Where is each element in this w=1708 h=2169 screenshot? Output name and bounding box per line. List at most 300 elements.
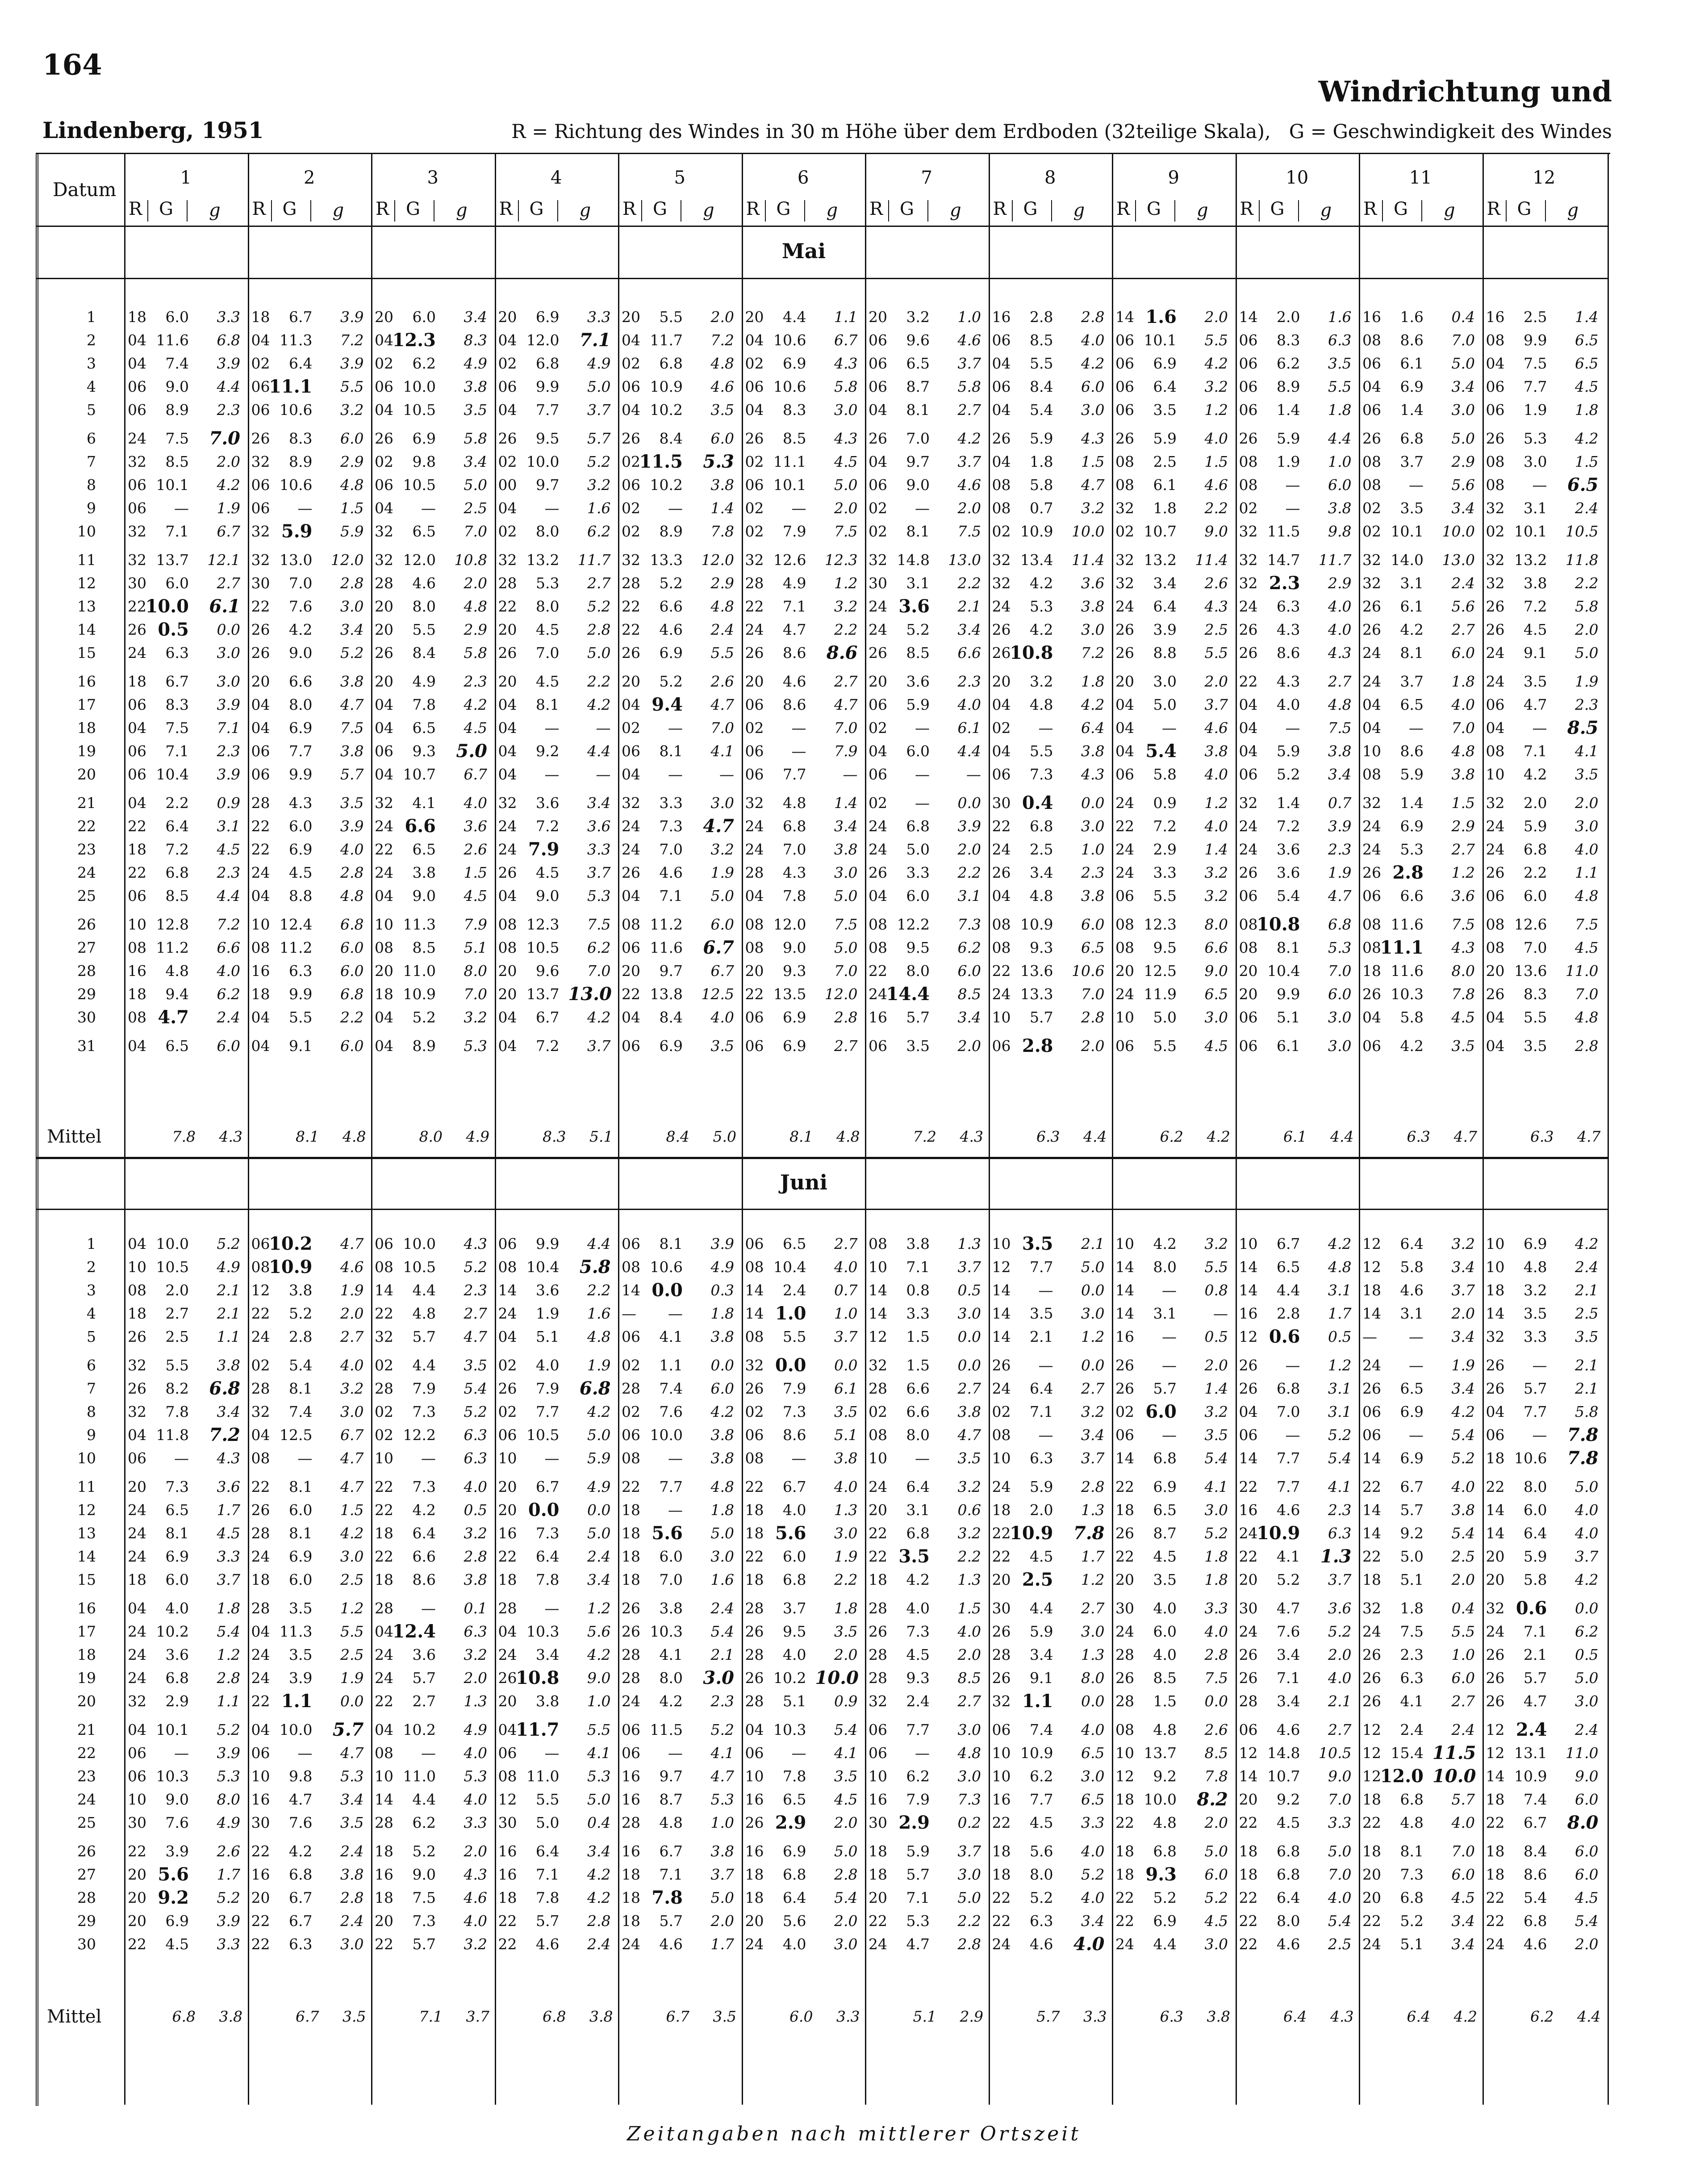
- direction-value: 18: [1239, 1842, 1258, 1860]
- direction-value: 02: [622, 499, 640, 517]
- gust-value: 4.7: [1328, 887, 1352, 904]
- speed-value: 10.0: [403, 378, 436, 395]
- speed-value: 7.7: [1524, 1403, 1547, 1420]
- gust-value: 2.0: [710, 1912, 734, 1930]
- direction-value: 18: [128, 1305, 146, 1322]
- gust-value: 3.4: [1451, 1258, 1475, 1276]
- direction-value: 26: [1239, 430, 1258, 447]
- gust-value: 4.2: [340, 1524, 364, 1542]
- speed-value: 3.1: [1153, 1305, 1177, 1322]
- gust-value: 6.0: [340, 962, 364, 980]
- direction-value: 26: [498, 1669, 517, 1687]
- gust-value: 1.8: [1328, 401, 1352, 419]
- speed-value: 0.0: [651, 1280, 683, 1301]
- speed-value: 5.9: [1524, 1548, 1547, 1565]
- gust-value: 8.0: [217, 1791, 240, 1808]
- day-number: 13: [77, 598, 96, 615]
- direction-value: 32: [251, 523, 270, 540]
- speed-value: 6.4: [1153, 598, 1177, 615]
- speed-value: 3.1: [1400, 574, 1424, 592]
- speed-value: 1.4: [1400, 401, 1424, 419]
- speed-value: 8.4: [1030, 378, 1053, 395]
- speed-value: 10.9: [1020, 1744, 1053, 1762]
- speed-value: 7.3: [1030, 766, 1053, 783]
- direction-value: 04: [251, 1623, 270, 1640]
- gust-value: 3.8: [1451, 766, 1475, 783]
- speed-value: 5.0: [1153, 1009, 1177, 1026]
- speed-value: 6.4: [1277, 1889, 1300, 1906]
- speed-value: 3.6: [1277, 864, 1300, 881]
- direction-value: 08: [622, 1258, 640, 1276]
- day-number: 24: [77, 1791, 96, 1808]
- day-number: 1: [87, 1235, 96, 1252]
- gust-value: 3.4: [957, 621, 981, 638]
- gust-value: 3.4: [340, 1791, 364, 1808]
- gust-value: 1.7: [217, 1501, 240, 1519]
- gust-value: 1.7: [710, 1935, 734, 1953]
- gust-value: 4.5: [1575, 1889, 1599, 1906]
- speed-value: 1.4: [1277, 794, 1300, 812]
- speed-value: 11.7: [516, 1719, 560, 1740]
- direction-value: 18: [128, 841, 146, 858]
- mean-speed: 6.3: [1160, 2008, 1183, 2025]
- gust-value: 2.2: [957, 864, 981, 881]
- speed-value: 6.4: [412, 1524, 436, 1542]
- speed-value: 4.2: [1400, 1037, 1424, 1055]
- direction-value: 22: [128, 817, 146, 835]
- gust-value: 3.0: [1451, 401, 1475, 419]
- direction-value: 26: [1239, 864, 1258, 881]
- gust-value: 3.5: [1328, 355, 1352, 372]
- gust-value: 9.0: [1204, 962, 1228, 980]
- direction-value: 02: [745, 499, 764, 517]
- table-row: [0, 352, 1708, 375]
- gust-value: 4.1: [710, 742, 734, 760]
- direction-value: 32: [375, 551, 393, 569]
- day-number: 17: [77, 696, 96, 713]
- speed-value: 6.0: [289, 1571, 313, 1588]
- speed-value: 12.0: [403, 551, 436, 569]
- direction-value: 22: [1362, 1912, 1381, 1930]
- direction-value: 04: [128, 1037, 146, 1055]
- speed-value: 7.2: [536, 817, 560, 835]
- speed-value: —: [544, 1600, 560, 1617]
- speed-value: 8.3: [1277, 331, 1300, 349]
- speed-value: 8.7: [659, 1791, 683, 1808]
- sub-g-header: g: [332, 200, 344, 221]
- direction-value: 16: [1239, 1501, 1258, 1519]
- gust-value: 3.5: [710, 401, 734, 419]
- gust-value: 3.5: [957, 1449, 981, 1467]
- direction-value: 26: [992, 644, 1011, 662]
- speed-value: 0.4: [1022, 792, 1053, 813]
- gust-value: 3.0: [834, 864, 858, 881]
- direction-value: 10: [128, 916, 146, 933]
- gust-value: 4.0: [1081, 1842, 1105, 1860]
- direction-value: 12: [1362, 1744, 1381, 1762]
- speed-value: 10.6: [280, 476, 313, 494]
- speed-value: 4.0: [536, 1357, 560, 1374]
- sub-v-header: G: [776, 199, 791, 219]
- direction-value: 04: [622, 887, 640, 904]
- direction-value: 04: [992, 887, 1011, 904]
- gust-value: 2.7: [957, 401, 981, 419]
- speed-value: 7.0: [659, 841, 683, 858]
- direction-value: 06: [1486, 401, 1505, 419]
- speed-value: 4.6: [659, 864, 683, 881]
- hour-3-header: 3: [427, 167, 438, 188]
- direction-value: 08: [1115, 1721, 1134, 1738]
- gust-value: 3.0: [217, 673, 240, 690]
- gust-value: 5.0: [710, 1524, 734, 1542]
- sub-r-header: R: [1363, 199, 1377, 219]
- speed-value: —: [421, 1600, 436, 1617]
- speed-value: 14.4: [886, 984, 930, 1005]
- gust-value: 0.3: [710, 1281, 734, 1299]
- gust-value: 1.7: [1328, 1305, 1352, 1322]
- gust-value: 10.0: [815, 1667, 859, 1688]
- gust-value: 2.2: [957, 1548, 981, 1565]
- direction-value: 08: [992, 916, 1011, 933]
- direction-value: 04: [498, 401, 517, 419]
- speed-value: 6.5: [906, 355, 930, 372]
- speed-value: —: [1162, 1426, 1177, 1444]
- speed-value: 5.0: [1153, 696, 1177, 713]
- speed-value: 4.8: [165, 962, 189, 980]
- direction-value: 18: [375, 1524, 393, 1542]
- table-row: [0, 451, 1708, 473]
- speed-value: 6.5: [412, 719, 436, 737]
- speed-value: 5.0: [906, 841, 930, 858]
- speed-value: 13.2: [1144, 551, 1177, 569]
- gust-value: 3.1: [1328, 1403, 1352, 1420]
- speed-value: 7.0: [289, 574, 313, 592]
- direction-value: 26: [622, 1600, 640, 1617]
- gust-value: 3.0: [1328, 1037, 1352, 1055]
- gust-value: 2.0: [1575, 621, 1599, 638]
- gust-value: 2.7: [834, 1037, 858, 1055]
- month-rule-juni: [36, 1209, 1608, 1210]
- direction-value: 30: [869, 1814, 887, 1831]
- speed-value: 6.8: [906, 817, 930, 835]
- gust-value: 7.0: [1575, 985, 1599, 1003]
- speed-value: 7.3: [412, 1912, 436, 1930]
- direction-value: 22: [1362, 1814, 1381, 1831]
- speed-value: 9.2: [1153, 1767, 1177, 1785]
- direction-value: 20: [498, 1478, 517, 1495]
- direction-value: 18: [375, 1571, 393, 1588]
- gust-value: 4.0: [1328, 621, 1352, 638]
- speed-value: 3.5: [289, 1646, 313, 1663]
- speed-value: 4.6: [1277, 1501, 1300, 1519]
- direction-value: 26: [1239, 1357, 1258, 1374]
- gust-value: 1.1: [217, 1328, 240, 1345]
- speed-value: 5.1: [1400, 1571, 1424, 1588]
- table-row: [0, 1742, 1708, 1764]
- direction-value: 22: [128, 864, 146, 881]
- speed-value: 14.8: [897, 551, 930, 569]
- gust-value: 7.8: [1073, 1523, 1105, 1544]
- direction-value: 24: [128, 1669, 146, 1687]
- gust-value: 2.1: [1081, 1235, 1105, 1252]
- direction-value: 04: [1486, 1037, 1505, 1055]
- sub-v-header: G: [1270, 199, 1285, 219]
- gust-value: 1.3: [957, 1571, 981, 1588]
- speed-value: 9.0: [536, 887, 560, 904]
- speed-value: 10.2: [403, 1721, 436, 1738]
- direction-value: 06: [1115, 331, 1134, 349]
- direction-value: 26: [1239, 1646, 1258, 1663]
- speed-value: 8.0: [1153, 1258, 1177, 1276]
- direction-value: 26: [251, 430, 270, 447]
- direction-value: 20: [869, 1889, 887, 1906]
- speed-value: 8.1: [906, 401, 930, 419]
- direction-value: 22: [745, 1478, 764, 1495]
- speed-value: 6.0: [906, 742, 930, 760]
- gust-value: 1.8: [1451, 673, 1475, 690]
- direction-value: 18: [992, 1842, 1011, 1860]
- gust-value: 3.0: [340, 598, 364, 615]
- gust-value: 1.5: [464, 864, 487, 881]
- gust-value: 4.4: [1328, 430, 1352, 447]
- day-number: 23: [77, 841, 96, 858]
- gust-value: 3.3: [1204, 1600, 1228, 1617]
- gust-value: 7.2: [710, 331, 734, 349]
- speed-value: 7.5: [412, 1889, 436, 1906]
- speed-value: 4.3: [783, 864, 806, 881]
- gust-value: 2.8: [464, 1548, 487, 1565]
- gust-value: 3.4: [1081, 1912, 1105, 1930]
- direction-value: 16: [992, 308, 1011, 326]
- direction-value: 08: [251, 939, 270, 956]
- gust-value: 2.2: [587, 1281, 611, 1299]
- speed-value: 3.4: [1277, 1646, 1300, 1663]
- gust-value: 7.2: [217, 916, 240, 933]
- direction-value: 06: [251, 401, 270, 419]
- direction-value: 20: [375, 308, 393, 326]
- direction-value: 04: [869, 742, 887, 760]
- table-row: [0, 1788, 1708, 1811]
- direction-value: 26: [1486, 864, 1505, 881]
- direction-value: 18: [128, 673, 146, 690]
- speed-value: 6.8: [906, 1524, 930, 1542]
- speed-value: 5.7: [906, 1866, 930, 1883]
- direction-value: 16: [745, 1791, 764, 1808]
- speed-value: 8.1: [659, 742, 683, 760]
- direction-value: 28: [622, 1646, 640, 1663]
- table-row: [0, 399, 1708, 421]
- gust-value: 10.0: [1442, 523, 1475, 540]
- direction-value: 18: [1362, 1791, 1381, 1808]
- speed-value: 3.6: [536, 1281, 560, 1299]
- direction-value: 32: [869, 551, 887, 569]
- day-number: 19: [77, 1669, 96, 1687]
- speed-value: 10.2: [773, 1669, 806, 1687]
- speed-value: 3.5: [1524, 673, 1547, 690]
- gust-value: 7.2: [209, 1424, 240, 1445]
- day-number: 20: [77, 1692, 96, 1710]
- speed-value: —: [1162, 1328, 1177, 1345]
- gust-value: 2.8: [1204, 1646, 1228, 1663]
- speed-value: 4.8: [659, 1814, 683, 1831]
- direction-value: 28: [375, 574, 393, 592]
- gust-value: 3.2: [464, 1009, 487, 1026]
- direction-value: 04: [1486, 719, 1505, 737]
- speed-value: 5.1: [1400, 1935, 1424, 1953]
- speed-value: 3.5: [1153, 1571, 1177, 1588]
- sub-divider: [641, 200, 642, 222]
- speed-value: 2.5: [1022, 1569, 1053, 1590]
- gust-value: 4.2: [587, 1889, 611, 1906]
- gust-value: 5.0: [587, 1791, 611, 1808]
- gust-value: 2.4: [217, 1009, 240, 1026]
- speed-value: 9.8: [412, 453, 436, 470]
- speed-value: 7.2: [536, 1037, 560, 1055]
- direction-value: 32: [622, 794, 640, 812]
- gust-value: 6.7: [217, 523, 240, 540]
- gust-value: 3.3: [1081, 1814, 1105, 1831]
- direction-value: 18: [745, 1501, 764, 1519]
- gust-value: 3.8: [1081, 742, 1105, 760]
- gust-value: 3.5: [834, 1403, 858, 1420]
- speed-value: 6.8: [1153, 1449, 1177, 1467]
- speed-value: —: [791, 499, 806, 517]
- direction-value: 14: [1239, 1281, 1258, 1299]
- speed-value: —: [297, 1744, 313, 1762]
- gust-value: 10.5: [1566, 523, 1599, 540]
- day-number: 3: [87, 1281, 96, 1299]
- gust-value: 4.0: [1575, 841, 1599, 858]
- speed-value: 9.2: [1400, 1524, 1424, 1542]
- direction-value: 32: [1486, 574, 1505, 592]
- direction-value: 04: [622, 766, 640, 783]
- gust-value: 3.0: [834, 1935, 858, 1953]
- direction-value: 24: [251, 1669, 270, 1687]
- gust-value: 2.9: [710, 574, 734, 592]
- gust-value: 4.8: [1328, 1258, 1352, 1276]
- direction-value: 26: [1486, 985, 1505, 1003]
- speed-value: 1.5: [906, 1328, 930, 1345]
- gust-value: 2.0: [834, 1912, 858, 1930]
- sub-divider: [804, 200, 805, 222]
- direction-value: 24: [251, 864, 270, 881]
- direction-value: 28: [375, 1814, 393, 1831]
- gust-value: 2.7: [834, 673, 858, 690]
- gust-value: 5.0: [464, 476, 487, 494]
- direction-value: 10: [128, 1258, 146, 1276]
- gust-value: 3.4: [1081, 1426, 1105, 1444]
- direction-value: 08: [869, 1426, 887, 1444]
- direction-value: 20: [992, 673, 1011, 690]
- direction-value: 24: [498, 817, 517, 835]
- direction-value: 26: [1486, 430, 1505, 447]
- gust-value: 0.0: [1081, 1281, 1105, 1299]
- gust-value: 1.2: [834, 574, 858, 592]
- gust-value: 4.6: [957, 476, 981, 494]
- direction-value: 14: [1486, 1305, 1505, 1322]
- direction-value: 04: [251, 331, 270, 349]
- direction-value: 26: [1486, 1357, 1505, 1374]
- speed-value: 7.4: [289, 1403, 313, 1420]
- gust-value: 1.2: [1081, 1571, 1105, 1588]
- mean-speed: 7.1: [419, 2008, 443, 2025]
- direction-value: 28: [745, 1600, 764, 1617]
- day-number: 13: [77, 1524, 96, 1542]
- gust-value: 7.0: [1328, 1791, 1352, 1808]
- direction-value: 32: [498, 551, 517, 569]
- speed-value: 6.8: [783, 1571, 806, 1588]
- speed-value: 10.7: [1144, 523, 1177, 540]
- gust-value: 6.0: [1081, 916, 1105, 933]
- speed-value: 7.8: [651, 1887, 683, 1908]
- direction-value: 24: [498, 1646, 517, 1663]
- direction-value: 20: [251, 1889, 270, 1906]
- direction-value: 08: [1486, 331, 1505, 349]
- direction-value: 06: [745, 476, 764, 494]
- speed-value: 3.4: [1153, 574, 1177, 592]
- direction-value: 02: [1486, 523, 1505, 540]
- direction-value: 10: [992, 1744, 1011, 1762]
- gust-value: 5.4: [834, 1889, 858, 1906]
- speed-value: 3.1: [906, 1501, 930, 1519]
- gust-value: 2.0: [710, 308, 734, 326]
- speed-value: —: [297, 499, 313, 517]
- gust-value: —: [596, 766, 611, 783]
- speed-value: 1.6: [1145, 306, 1177, 327]
- gust-value: 8.5: [1567, 717, 1599, 738]
- speed-value: 8.0: [906, 962, 930, 980]
- gust-value: 7.0: [1451, 331, 1475, 349]
- gust-value: 0.0: [1575, 1600, 1599, 1617]
- gust-value: 2.4: [710, 1600, 734, 1617]
- direction-value: 04: [745, 401, 764, 419]
- gust-value: 5.0: [834, 1842, 858, 1860]
- gust-value: 4.0: [464, 794, 487, 812]
- direction-value: 22: [992, 1912, 1011, 1930]
- day-number: 27: [77, 1866, 96, 1883]
- direction-value: 02: [1115, 1403, 1134, 1420]
- direction-value: 06: [869, 1721, 887, 1738]
- speed-value: 6.5: [1153, 1501, 1177, 1519]
- gust-value: 4.4: [957, 742, 981, 760]
- direction-value: 08: [1115, 453, 1134, 470]
- table-row: [0, 1279, 1708, 1302]
- direction-value: 22: [869, 1524, 887, 1542]
- gust-value: 2.8: [834, 1866, 858, 1883]
- speed-value: 6.8: [289, 1866, 313, 1883]
- table-row: [0, 740, 1708, 762]
- direction-value: 14: [375, 1281, 393, 1299]
- direction-value: 06: [1239, 1426, 1258, 1444]
- direction-value: 30: [498, 1814, 517, 1831]
- gust-value: 2.2: [834, 621, 858, 638]
- table-row: [0, 937, 1708, 959]
- mean-speed: 5.1: [913, 2008, 936, 2025]
- direction-value: 02: [745, 719, 764, 737]
- speed-value: 11.0: [403, 1767, 436, 1785]
- speed-value: 2.7: [412, 1692, 436, 1710]
- mean-gust: 3.5: [713, 2008, 736, 2025]
- speed-value: 6.0: [289, 1501, 313, 1519]
- speed-value: 4.0: [783, 1935, 806, 1953]
- table-row: [0, 717, 1708, 739]
- speed-value: 3.6: [536, 794, 560, 812]
- speed-value: 5.9: [1277, 742, 1300, 760]
- gust-value: 4.0: [217, 962, 240, 980]
- mean-gust: 3.3: [1083, 2008, 1107, 2025]
- gust-value: 11.8: [1566, 551, 1599, 569]
- direction-value: 24: [128, 644, 146, 662]
